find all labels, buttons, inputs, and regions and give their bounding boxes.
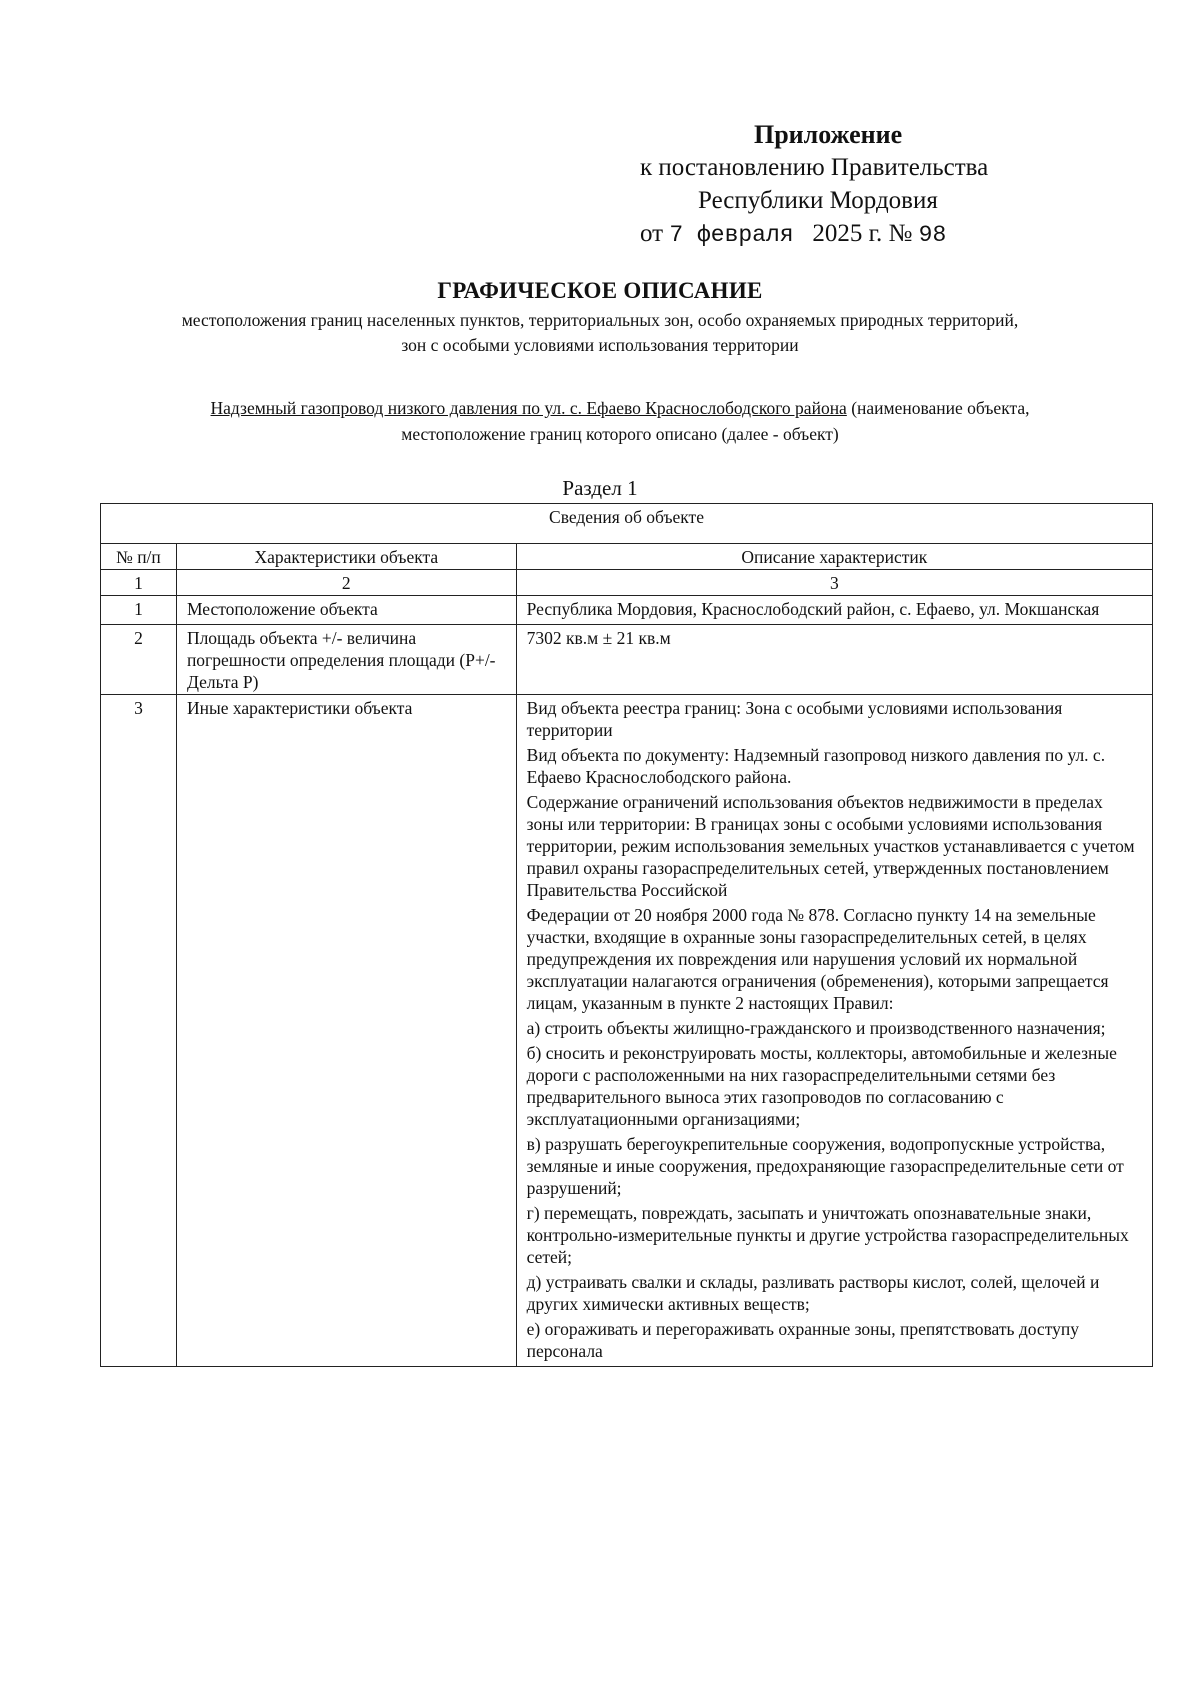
- table-row: [101, 695, 1153, 1367]
- row-description: [516, 625, 1152, 695]
- description-paragraph: 7302 кв.м ± 21 кв.м: [526, 628, 671, 648]
- description-paragraph: Содержание ограничений использования объектов недвижимости в пределах зоны или территории: В границах зоны с особыми условиями использования территории, режим использования земельных участков устанавливается с учетом правил охраны газораспределительных сетей, утвержденных постановлением Правительства Российской: [526, 792, 1135, 900]
- description-paragraph: Вид объекта по документу: Надземный газопровод низкого давления по ул. с. Ефаево Краснослободского района.: [526, 745, 1106, 787]
- row-characteristic: Местоположение объекта: [176, 596, 516, 625]
- table-row: [101, 596, 1153, 625]
- object-name-block: [140, 395, 1100, 447]
- date-prefix: от: [640, 220, 664, 247]
- object-note-2: местоположение границ которого описано (далее - объект): [401, 424, 839, 444]
- description-paragraph: г) перемещать, повреждать, засыпать и уничтожать опознавательные знаки, контрольно-измерительные пункты и другие устройства газораспределительных сетей;: [526, 1203, 1129, 1267]
- row-number: 3: [101, 695, 177, 1367]
- description-paragraph: а) строить объекты жилищно-гражданского и производственного назначения;: [526, 1018, 1106, 1038]
- description-paragraph: в) разрушать берегоукрепительные сооружения, водопропускные устройства, земляные и иные сооружения, предохраняющие газораспределительные сети от разрушений;: [526, 1134, 1124, 1198]
- appendix-line-1: к постановлению Правительства: [640, 154, 989, 181]
- column-number-3: 3: [516, 570, 1152, 596]
- section-label: Раздел 1: [562, 476, 638, 500]
- number-sign: №: [888, 220, 913, 247]
- row-number: 1: [101, 596, 177, 625]
- description-paragraph: Вид объекта реестра границ: Зона с особыми условиями использования территории: [526, 698, 1063, 740]
- header-number: № п/п: [101, 544, 177, 570]
- table-header-row: [101, 544, 1153, 570]
- document-title: ГРАФИЧЕСКОЕ ОПИСАНИЕ: [437, 278, 763, 303]
- row-number: 2: [101, 625, 177, 695]
- resolution-number: 98: [918, 222, 947, 248]
- description-paragraph: Республика Мордовия, Краснослободский район, с. Ефаево, ул. Мокшанская: [526, 599, 1100, 619]
- appendix-block: [640, 118, 1100, 252]
- description-paragraph: б) сносить и реконструировать мосты, коллекторы, автомобильные и железные дороги с расположенными на них газораспределительными сетями без предварительного выноса этих газопроводов по согласованию с эксплуатационными организациями;: [526, 1043, 1117, 1129]
- table-caption: Сведения об объекте: [101, 504, 1153, 544]
- column-number-2: 2: [176, 570, 516, 596]
- object-info-table: [100, 503, 1153, 1367]
- document-subtitle-2: зон с особыми условиями использования территории: [401, 335, 799, 355]
- date-day-month: 7 февраля: [669, 222, 794, 248]
- object-note-1: (наименование объекта,: [851, 398, 1030, 418]
- column-number-1: 1: [101, 570, 177, 596]
- description-paragraph: Федерации от 20 ноября 2000 года № 878. Согласно пункту 14 на земельные участки, входящие в охранные зоны газораспределительных сетей, в целях предупреждения их повреждения или нарушения условий их нормальной эксплуатации налагаются ограничения (обременения), которыми запрещается лицам, указанным в пункте 2 настоящих Правил:: [526, 905, 1109, 1013]
- object-name: Надземный газопровод низкого давления по ул. с. Ефаево Краснослободского района: [210, 398, 847, 418]
- row-characteristic: Иные характеристики объекта: [176, 695, 516, 1367]
- header-characteristic: Характеристики объекта: [176, 544, 516, 570]
- document-subtitle-1: местоположения границ населенных пунктов, территориальных зон, особо охраняемых природных территорий,: [181, 310, 1019, 330]
- table-column-numbers-row: [101, 570, 1153, 596]
- description-paragraph: д) устраивать свалки и склады, разливать растворы кислот, солей, щелочей и других химически активных веществ;: [526, 1272, 1100, 1314]
- appendix-title: Приложение: [754, 120, 903, 149]
- appendix-date-line: [640, 217, 1100, 252]
- table-caption-row: [101, 504, 1153, 544]
- description-paragraph: е) огораживать и перегораживать охранные зоны, препятствовать доступу персонала: [526, 1319, 1079, 1361]
- table-row: [101, 625, 1153, 695]
- row-description: [516, 695, 1152, 1367]
- document-heading: [0, 278, 1200, 358]
- row-description: [516, 596, 1152, 625]
- appendix-line-2: Республики Мордовия: [698, 187, 938, 214]
- row-characteristic: Площадь объекта +/- величина погрешности определения площади (Р+/- Дельта Р): [176, 625, 516, 695]
- header-description: Описание характеристик: [516, 544, 1152, 570]
- date-year: 2025 г.: [812, 220, 883, 247]
